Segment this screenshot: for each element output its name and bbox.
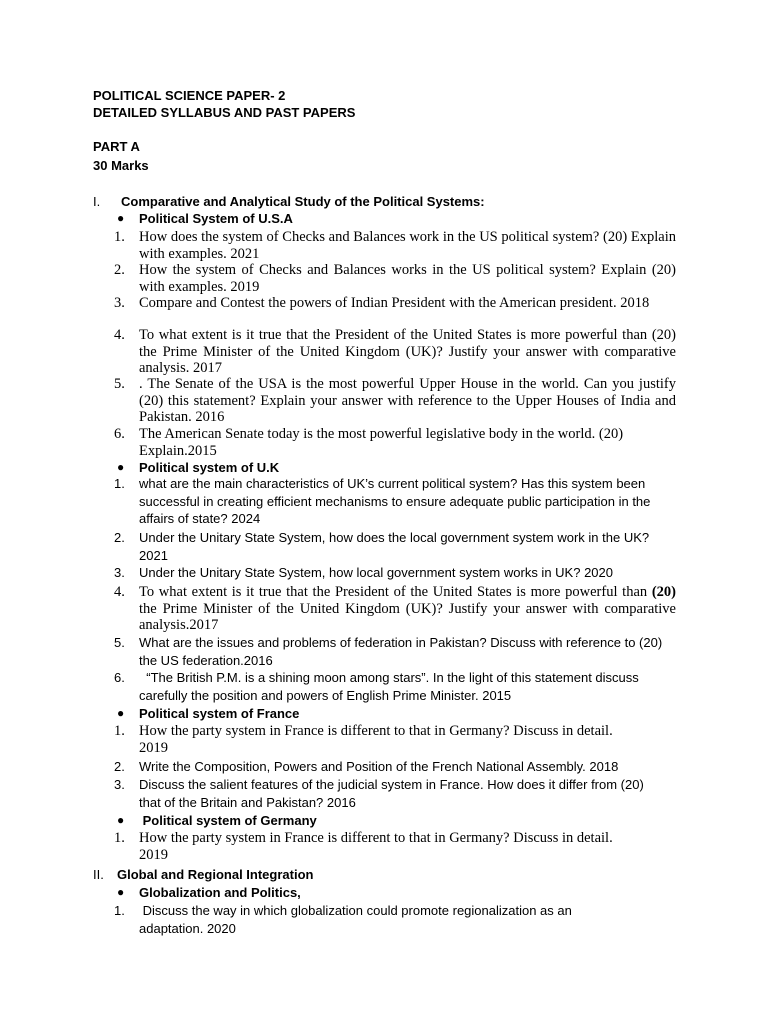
item-number: 6. [114, 670, 125, 685]
subsection-title: Globalization and Politics, [139, 885, 301, 900]
question-item: What are the issues and problems of federation in Pakistan? Discuss with reference to (20) the US federation.2016 [139, 635, 663, 668]
subsection-title: Political system of Germany [139, 813, 317, 828]
item-number: 3. [114, 777, 125, 792]
question-item: Under the Unitary State System, how local government system works in UK? 2020 [139, 565, 613, 580]
bullet-marker: ● [117, 885, 125, 899]
item-number: 3. [114, 565, 125, 580]
item-number: 2. [114, 530, 125, 545]
question-item: The American Senate today is the most powerful legislative body in the world. (20) Explain.2015 [139, 426, 624, 459]
item-number: 4. [114, 584, 125, 600]
question-item: “The British P.M. is a shining moon among stars”. In the light of this statement discuss carefully the position and powers of English Prime Minister. 2015 [139, 670, 643, 703]
section-numeral: II. [93, 867, 104, 882]
item-number: 2. [114, 759, 125, 774]
subsection-title: Political system of U.K [139, 460, 280, 475]
item-number: 5. [114, 376, 125, 392]
item-number: 1. [114, 830, 125, 846]
question-item: To what extent is it true that the President of the United States is more powerful than (20) the Prime Minister of the United Kingdom (UK)? Justify your answer with comparative analysis. 2017 [139, 327, 676, 376]
question-item: Discuss the way in which globalization could promote regionalization as an adaptation. 2020 [139, 903, 576, 936]
section-title: Global and Regional Integration [117, 867, 314, 882]
bullet-marker: ● [117, 813, 125, 827]
marks-label: (20) [651, 584, 676, 600]
question-item: Under the Unitary State System, how does the local government system work in the UK? 2021 [139, 530, 650, 563]
part-heading: PART A [93, 139, 140, 154]
question-text: How the party system in France is different to that in Germany? Discuss in detail. [139, 723, 613, 739]
item-number: 1. [114, 476, 125, 491]
item-number: 1. [114, 903, 125, 918]
question-year: 2019 [139, 739, 168, 756]
question-year: 2019 [139, 846, 168, 863]
section-numeral: I. [93, 194, 101, 209]
question-item: . The Senate of the USA is the most powerful Upper House in the world. Can you justify (20) this statement? Explain your answer with reference to the Upper Houses of India and Pakistan. 2016 [139, 376, 676, 425]
question-item: what are the main characteristics of UK’s current political system? Has this system been successful in creating efficient mechanisms to ensure adequate public participation in the affairs of state? 2024 [139, 476, 651, 527]
bullet-marker: ● [117, 211, 125, 225]
item-number: 2. [114, 262, 125, 278]
item-number: 3. [114, 295, 125, 311]
doc-subtitle: DETAILED SYLLABUS AND PAST PAPERS [93, 105, 356, 120]
question-item: How the system of Checks and Balances works in the US political system? Explain (20) with examples. 2019 [139, 262, 676, 295]
item-number: 6. [114, 426, 125, 442]
question-text: To what extent is it true that the President of the United States is more powerful than [139, 584, 652, 600]
item-number: 1. [114, 229, 125, 245]
question-item: Compare and Contest the powers of Indian President with the American president. 2018 [139, 295, 650, 311]
bullet-marker: ● [117, 460, 125, 474]
item-number: 5. [114, 635, 125, 650]
question-item: Write the Composition, Powers and Position of the French National Assembly. 2018 [139, 759, 619, 774]
question-item: How does the system of Checks and Balances work in the US political system? (20) Explain with examples. 2021 [139, 229, 676, 262]
subsection-title: Political System of U.S.A [139, 211, 293, 226]
subsection-title: Political system of France [139, 706, 300, 721]
item-number: 4. [114, 327, 125, 343]
question-item [139, 584, 676, 634]
question-text: the Prime Minister of the United Kingdom (UK)? Justify your answer with comparative analysis.2017 [139, 600, 676, 633]
doc-title: POLITICAL SCIENCE PAPER- 2 [93, 88, 286, 103]
question-item [139, 723, 676, 756]
marks-heading: 30 Marks [93, 158, 149, 173]
section-title: Comparative and Analytical Study of the Political Systems: [121, 194, 485, 209]
bullet-marker: ● [117, 706, 125, 720]
item-number: 1. [114, 723, 125, 739]
question-item [139, 830, 676, 863]
question-item: Discuss the salient features of the judicial system in France. How does it differ from (20) that of the Britain and Pakistan? 2016 [139, 777, 644, 810]
question-text: How the party system in France is different to that in Germany? Discuss in detail. [139, 830, 613, 846]
